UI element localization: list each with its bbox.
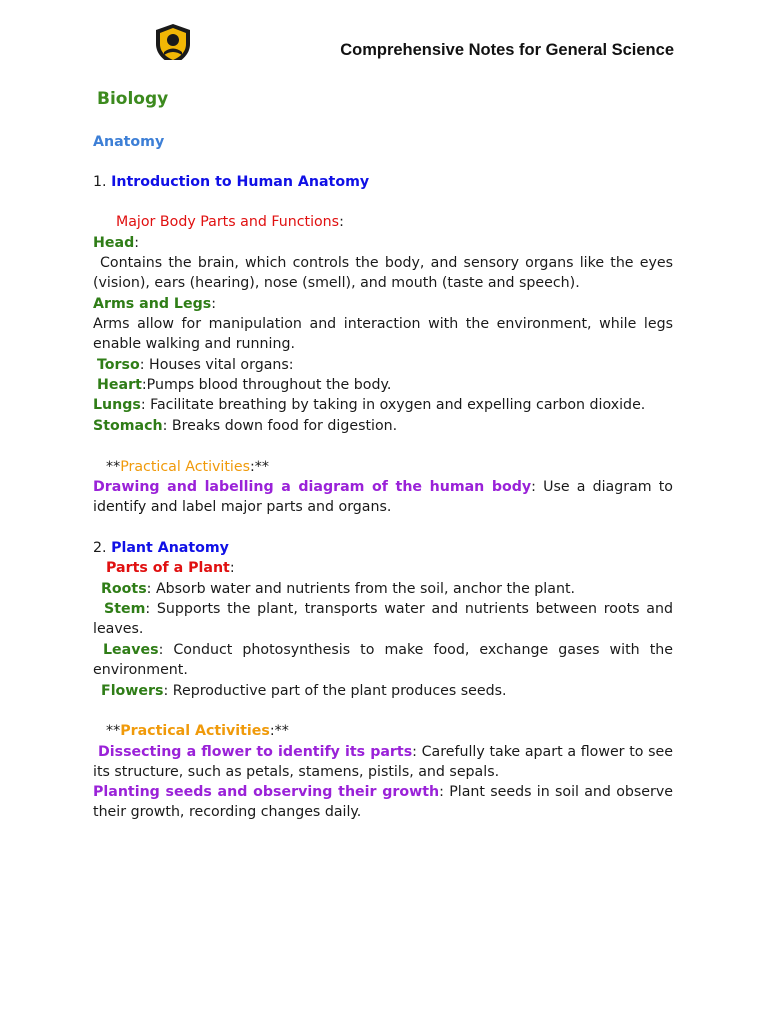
page-title: Comprehensive Notes for General Science [340,41,674,59]
section1-subhead-colon: : [339,214,344,230]
flowers-term: Flowers [101,683,164,699]
lungs-colon: : [140,397,146,413]
activity-dissecting-term: Dissecting a flower to identify its parts [98,744,413,760]
heart-term: Heart [97,377,142,393]
stem-desc: Supports the plant, transports water and nutrients between roots and leaves. [93,601,673,638]
arms-desc: Arms allow for manipulation and interaction with the environment, while legs enable walking and running. [93,316,673,353]
practical2-suffix: :** [269,723,289,739]
section2-activity-planting [93,782,673,823]
practical1-suffix: :** [250,459,269,475]
stem-line [93,599,673,640]
topic-heading: Anatomy [93,134,165,150]
section1-activity [93,477,673,518]
activity-drawing-desc: : Use a diagram to identify and label major parts and organs. [93,479,673,516]
section2-title: Plant Anatomy [111,540,229,556]
practical1-prefix: ** [106,459,121,475]
stomach-line [93,416,673,436]
stomach-colon: : [162,418,168,434]
stem-colon: : [145,601,151,617]
lungs-term: Lungs [93,397,141,413]
practical2-label: Practical Activities [120,723,270,739]
heart-desc: Pumps blood throughout the body. [146,377,392,393]
roots-colon: : [146,581,152,597]
practical2-prefix: ** [106,723,121,739]
section1-subhead-text: Major Body Parts and Functions [116,214,340,230]
torso-desc: Houses vital organs: [144,357,294,373]
section1-number: 1. [93,174,107,190]
section2-subhead-colon: : [229,560,235,576]
section2-subhead [106,558,686,578]
stem-term: Stem [104,601,146,617]
section1-subhead [116,212,696,232]
arms-term: Arms and Legs [93,296,212,312]
heart-line [97,375,677,395]
arms-colon: : [211,296,216,312]
torso-colon: : [139,357,145,373]
section1-title: Introduction to Human Anatomy [111,174,370,190]
leaves-line [93,640,673,681]
flowers-colon: : [163,683,169,699]
lungs-desc: Facilitate breathing by taking in oxygen and expelling carbon dioxide. [145,397,646,413]
section2-subhead-text: Parts of a Plant [106,560,230,576]
flowers-line [101,681,681,701]
section2-heading [93,538,673,558]
heart-colon: : [141,377,147,393]
flowers-desc: Reproductive part of the plant produces seeds. [168,683,507,699]
section2-practical-heading [106,721,686,741]
lungs-line [93,395,673,415]
section2-number: 2. [93,540,107,556]
leaves-desc: Conduct photosynthesis to make food, exchange gases with the environment. [93,642,673,679]
section2-activity-dissecting [93,742,673,783]
torso-line [97,355,677,375]
activity-dissecting-desc: : Carefully take apart a flower to see its structure, such as petals, stamens, pistils, and sepals. [93,744,673,781]
subject-heading: Biology [97,89,169,109]
leaves-term: Leaves [103,642,159,658]
stomach-term: Stomach [93,418,163,434]
roots-desc: Absorb water and nutrients from the soil, anchor the plant. [151,581,576,597]
head-desc: Contains the brain, which controls the body, and sensory organs like the eyes (vision), ears (hearing), nose (smell), and mouth (taste and speech). [93,255,673,292]
head-term-line [93,233,673,253]
head-colon: : [134,235,140,251]
roots-term: Roots [101,581,147,597]
activity-drawing-term: Drawing and labelling a diagram of the human body [93,479,532,495]
arms-term-line [93,294,673,314]
activity-planting-desc: : Plant seeds in soil and observe their growth, recording changes daily. [93,784,673,821]
head-term: Head [93,235,135,251]
stomach-desc: Breaks down food for digestion. [167,418,398,434]
leaves-colon: : [158,642,164,658]
practical1-label: Practical Activities [120,459,250,475]
roots-line [101,579,681,599]
activity-planting-term: Planting seeds and observing their growth [93,784,440,800]
section1-heading [93,172,673,192]
torso-term: Torso [97,357,140,373]
section1-practical-heading [106,457,686,477]
shield-logo-icon [150,22,196,68]
